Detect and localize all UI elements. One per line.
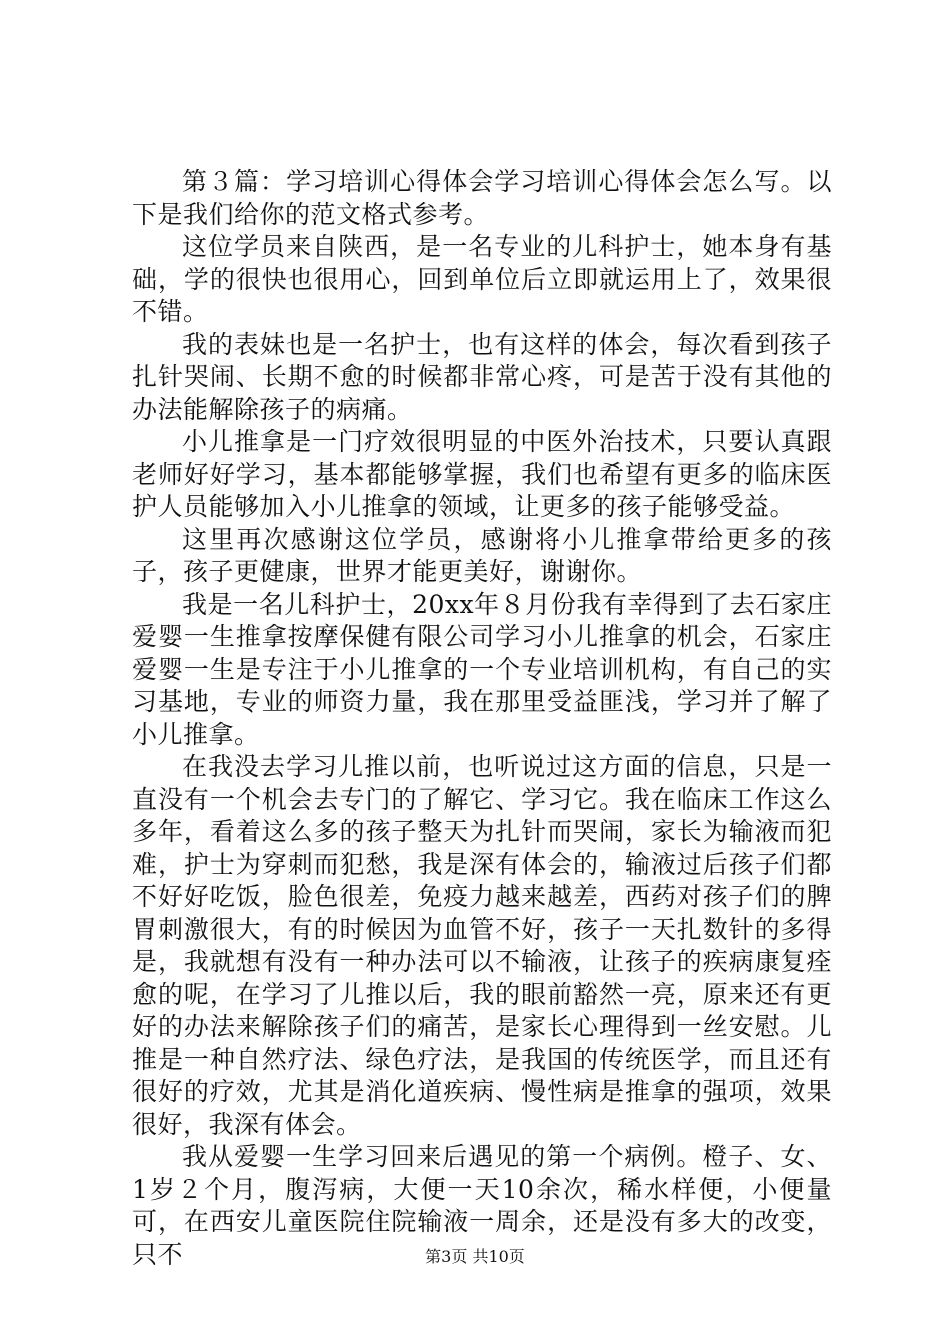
document-body bbox=[132, 166, 832, 1271]
paragraph-2: 这位学员来自陕西，是一名专业的儿科护士，她本身有基础，学的很快也很用心，回到单位后立即就运用上了，效果很不错。 bbox=[132, 232, 832, 326]
paragraph-8: 我从爱婴一生学习回来后遇见的第一个病例。橙子、女、1岁２个月，腹泻病，大便一天10余次，稀水样便，小便量可，在西安儿童医院住院输液一周余，还是没有多大的改变，只不 bbox=[132, 1142, 832, 1269]
paragraph-3: 我的表妹也是一名护士，也有这样的体会，每次看到孩子扎针哭闹、长期不愈的时候都非常心疼，可是苦于没有其他的办法能解除孩子的病痛。 bbox=[132, 329, 832, 424]
paragraph-5: 这里再次感谢这位学员，感谢将小儿推拿带给更多的孩子，孩子更健康，世界才能更美好，谢谢你。 bbox=[132, 524, 832, 586]
paragraph-1: 第３篇：学习培训心得体会学习培训心得体会怎么写。以下是我们给你的范文格式参考。 bbox=[132, 167, 832, 229]
page-number-label: 第3页 共10页 bbox=[425, 1247, 525, 1266]
page-footer bbox=[0, 1247, 950, 1267]
paragraph-7: 在我没去学习儿推以前，也听说过这方面的信息，只是一直没有一个机会去专门的了解它、学习它。我在临床工作这么多年，看着这么多的孩子整天为扎针而哭闹，家长为输液而犯难，护士为穿刺而犯愁，我是深有体会的，输液过后孩子们都不好好吃饭，脸色很差，免疫力越来越差，西药对孩子们的脾胃刺激很大，有的时候因为血管不好，孩子一天扎数针的多得是，我就想有没有一种办法可以不输液，让孩子的疾病康复痊愈的呢，在学习了儿推以后，我的眼前豁然一亮，原来还有更好的办法来解除孩子们的痛苦，是家长心理得到一丝安慰。儿推是一种自然疗法、绿色疗法，是我国的传统医学，而且还有很好的疗效，尤其是消化道疾病、慢性病是推拿的强项，效果很好，我深有体会。 bbox=[132, 752, 832, 1139]
paragraph-4: 小儿推拿是一门疗效很明显的中医外治技术，只要认真跟老师好好学习，基本都能够掌握，我们也希望有更多的临床医护人员能够加入小儿推拿的领域，让更多的孩子能够受益。 bbox=[132, 427, 832, 521]
paragraph-6: 我是一名儿科护士，20xx年８月份我有幸得到了去石家庄爱婴一生推拿按摩保健有限公司学习小儿推拿的机会，石家庄爱婴一生是专注于小儿推拿的一个专业培训机构，有自己的实习基地，专业的师资力量，我在那里受益匪浅，学习并了解了小儿推拿。 bbox=[132, 589, 832, 749]
